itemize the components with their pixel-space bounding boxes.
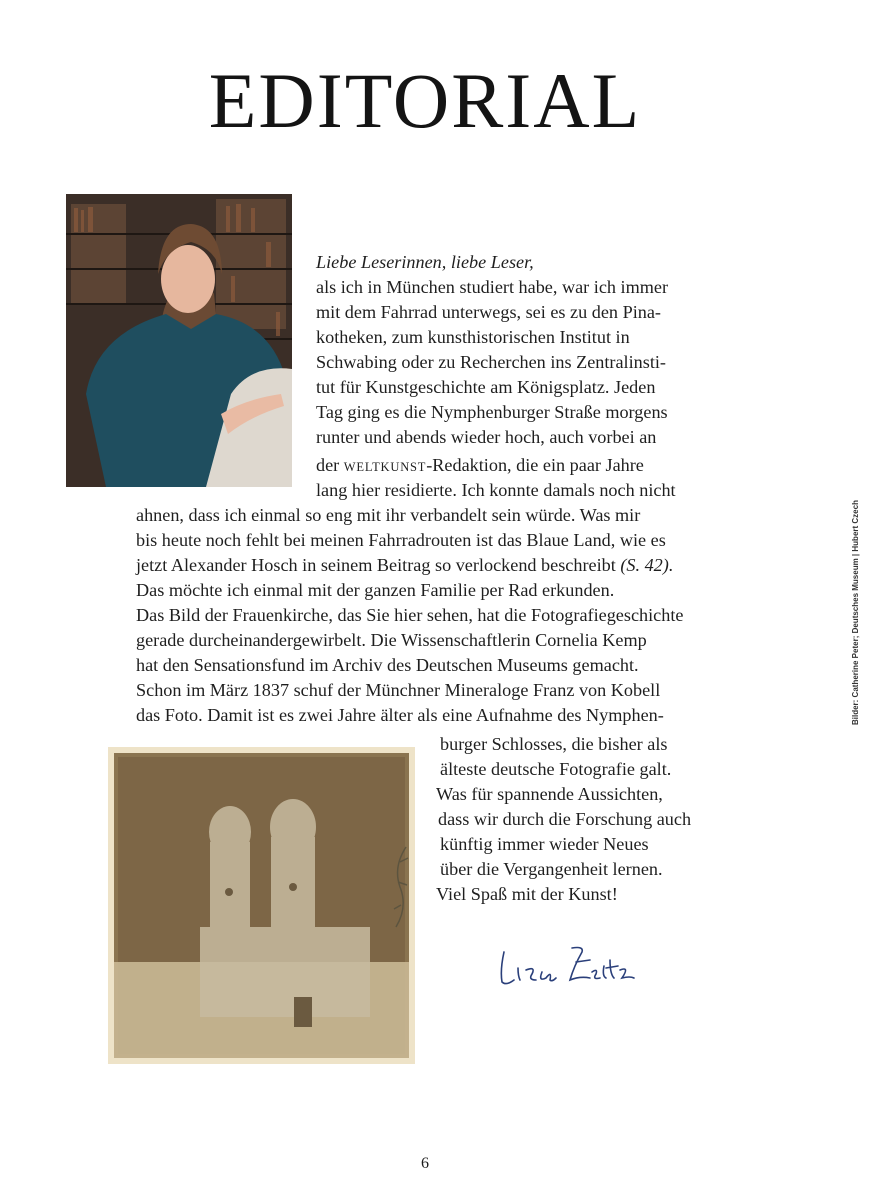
body-line: hat den Sensationsfund im Archiv des Deutschen Museums gemacht. bbox=[136, 655, 639, 675]
body-line: Viel Spaß mit der Kunst! bbox=[436, 884, 618, 904]
page-reference: (S. 42). bbox=[620, 555, 674, 575]
body-line: älteste deutsche Fotografie galt. bbox=[440, 759, 672, 779]
body-line: mit dem Fahrrad unterwegs, sei es zu den Pina- bbox=[316, 302, 661, 322]
page-title: EDITORIAL bbox=[208, 57, 642, 144]
body-line: Was für spannende Aussichten, bbox=[436, 784, 663, 804]
magazine-name: WELTKUNST bbox=[343, 460, 427, 474]
signature bbox=[498, 940, 638, 996]
body-line: Das möchte ich einmal mit der ganzen Familie per Rad erkunden. bbox=[136, 580, 615, 600]
frauenkirche-historic-photo bbox=[108, 747, 415, 1064]
body-line: das Foto. Damit ist es zwei Jahre älter als eine Aufnahme des Nymphen- bbox=[136, 705, 664, 725]
body-text: der bbox=[316, 455, 344, 475]
body-line: Tag ging es die Nymphenburger Straße morgens bbox=[316, 402, 668, 422]
body-line: Schwabing oder zu Recherchen ins Zentralinsti- bbox=[316, 352, 666, 372]
body-line: dass wir durch die Forschung auch bbox=[438, 809, 692, 829]
body-line bbox=[316, 455, 644, 477]
greeting: Liebe Leserinnen, liebe Leser, bbox=[316, 252, 534, 272]
body-line: künftig immer wieder Neues bbox=[440, 834, 649, 854]
body-line: über die Vergangenheit lernen. bbox=[440, 859, 663, 879]
body-line: runter und abends wieder hoch, auch vorbei an bbox=[316, 427, 657, 447]
body-text: -Redaktion, die ein paar Jahre bbox=[426, 455, 644, 475]
body-line bbox=[136, 555, 673, 575]
body-line: Schon im März 1837 schuf der Münchner Mineraloge Franz von Kobell bbox=[136, 680, 661, 700]
body-line: bis heute noch fehlt bei meinen Fahrradrouten ist das Blaue Land, wie es bbox=[136, 530, 666, 550]
body-line: Das Bild der Frauenkirche, das Sie hier sehen, hat die Fotografiegeschichte bbox=[136, 605, 684, 625]
photo-credit: Bilder: Catherine Peter; Deutsches Museum | Hubert Czech bbox=[851, 500, 860, 725]
body-line: kotheken, zum kunsthistorischen Institut in bbox=[316, 327, 630, 347]
portrait-photo bbox=[66, 194, 292, 487]
body-line: gerade durcheinandergewirbelt. Die Wissenschaftlerin Cornelia Kemp bbox=[136, 630, 647, 650]
body-text: jetzt Alexander Hosch in seinem Beitrag so verlockend beschreibt bbox=[136, 555, 621, 575]
body-line: burger Schlosses, die bisher als bbox=[440, 734, 668, 754]
body-line: ahnen, dass ich einmal so eng mit ihr verbandelt sein würde. Was mir bbox=[136, 505, 641, 525]
page-number: 6 bbox=[421, 1155, 429, 1172]
body-line: als ich in München studiert habe, war ich immer bbox=[316, 277, 669, 297]
body-line: lang hier residierte. Ich konnte damals noch nicht bbox=[316, 480, 676, 500]
body-line: tut für Kunstgeschichte am Königsplatz. Jeden bbox=[316, 377, 656, 397]
